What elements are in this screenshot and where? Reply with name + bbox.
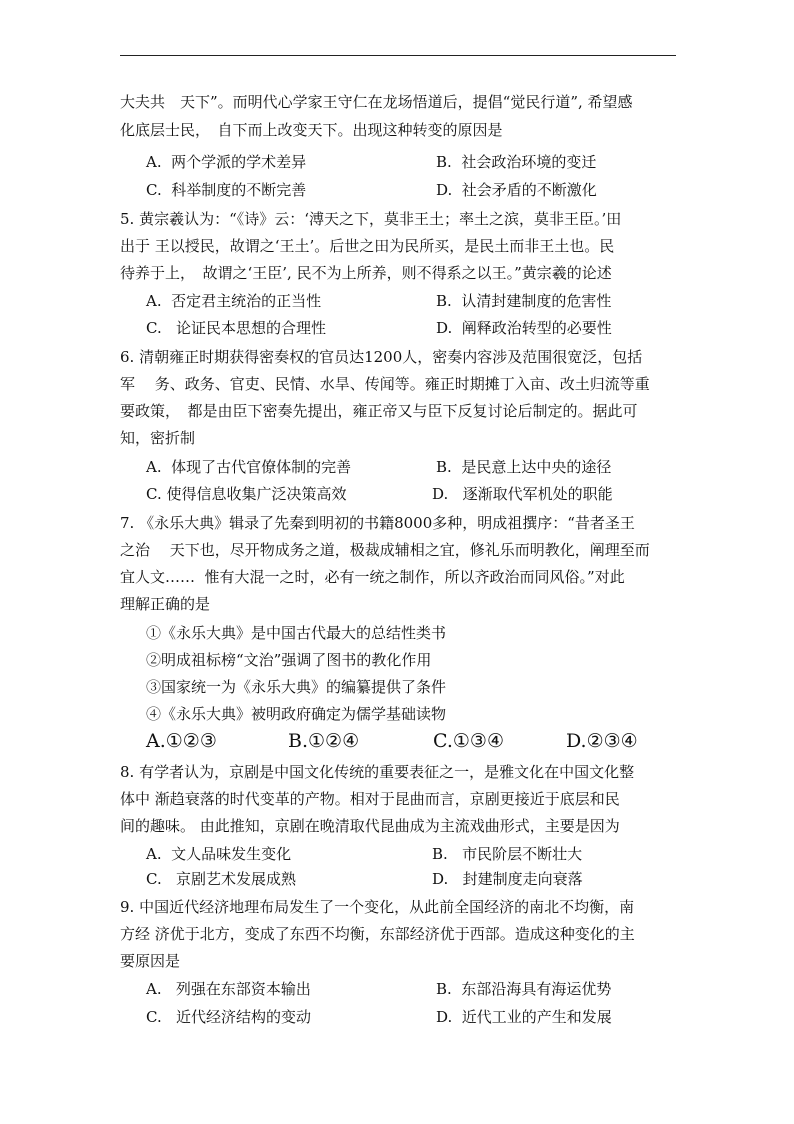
- option-b: B. 是民意上达中央的途径: [436, 458, 612, 476]
- statement-item: ①《永乐大典》是中国古代最大的总结性类书: [146, 624, 447, 642]
- option-b: B. 市民阶层不断壮大: [432, 845, 583, 863]
- option-c: C. 论证民本思想的合理性: [146, 319, 327, 337]
- option-c: C. 近代经济结构的变动: [146, 1008, 312, 1026]
- question-8-line: 8. 有学者认为，京剧是中国文化传统的重要表征之一，是雅文化在中国文化整: [120, 763, 635, 781]
- header-rule: [120, 55, 676, 56]
- option-b: B.①②④: [288, 730, 360, 752]
- question-7-line: 理解正确的是: [120, 595, 211, 613]
- option-a: A. 列强在东部资本输出: [146, 980, 311, 998]
- option-c: C. 使得信息收集广泛决策高效: [146, 485, 347, 503]
- option-d: D. 封建制度走向衰落: [432, 870, 583, 888]
- question-5-line: 待养于上， 故谓之‘王臣’, 民不为上所养，则不得系之以王。”黄宗羲的论述: [120, 264, 612, 282]
- question-9-line: 9. 中国近代经济地理布局发生了一个变化，从此前全国经济的南北不均衡，南: [120, 898, 635, 916]
- option-d: D.②③④: [566, 730, 638, 752]
- option-d: D. 社会矛盾的不断激化: [436, 181, 597, 199]
- option-c: C.①③④: [433, 730, 504, 752]
- question-7-line: 宜人文…… 惟有大混一之时，必有一统之制作，所以齐政治而同风俗。”对此: [120, 568, 625, 586]
- question-8-line: 体中 渐趋衰落的时代变革的产物。相对于昆曲而言，京剧更接近于底层和民: [120, 790, 620, 808]
- question-7-line: 之治 天下也，尽开物成务之道，极裁成辅相之宜，修礼乐而明教化，阐理至而: [120, 541, 650, 559]
- question-6-line: 知，密折制: [120, 429, 196, 447]
- option-c: C. 京剧艺术发展成熟: [146, 870, 297, 888]
- question-7-line: 7. 《永乐大典》辑录了先秦到明初的书籍8000多种，明成祖撰序：“昔者圣王: [120, 514, 635, 532]
- option-a: A. 文人品味发生变化: [146, 845, 292, 863]
- option-c: C. 科举制度的不断完善: [146, 181, 307, 199]
- option-a: A. 否定君主统治的正当性: [146, 292, 322, 310]
- option-b: B. 东部沿海具有海运优势: [436, 980, 612, 998]
- question-5-line: 出于 王以授民，故谓之‘王土’。后世之田为民所买，是民土而非王土也。民: [120, 237, 615, 255]
- question-9-line: 方经 济优于北方，变成了东西不均衡，东部经济优于西部。造成这种变化的主: [120, 925, 635, 943]
- statement-item: ④《永乐大典》被明政府确定为儒学基础读物: [146, 705, 447, 723]
- option-d: D. 近代工业的产生和发展: [436, 1008, 612, 1026]
- statement-item: ②明成祖标榜“文治”强调了图书的教化作用: [146, 651, 432, 669]
- question-6-line: 6. 清朝雍正时期获得密奏权的官员达1200人，密奏内容涉及范围很宽泛，包括: [120, 348, 643, 366]
- question-text-line: 化底层士民， 自下而上改变天下。出现这种转变的原因是: [120, 121, 503, 139]
- statement-item: ③国家统一为《永乐大典》的编纂提供了条件: [146, 678, 447, 696]
- question-5-line: 5. 黄宗羲认为：“《诗》云：‘溥天之下，莫非王土；率土之滨，莫非王臣。’田: [120, 210, 622, 228]
- question-6-line: 军 务、政务、官吏、民情、水旱、传闻等。雍正时期摊丁入亩、改土归流等重: [120, 375, 650, 393]
- question-8-line: 间的趣味。 由此推知，京剧在晚清取代昆曲成为主流戏曲形式，主要是因为: [120, 817, 620, 835]
- option-d: D. 阐释政治转型的必要性: [436, 319, 612, 337]
- question-6-line: 要政策， 都是由臣下密奏先提出，雍正帝又与臣下反复讨论后制定的。据此可: [120, 402, 638, 420]
- option-a: A. 体现了古代官僚体制的完善: [146, 458, 352, 476]
- question-text-line: 大夫共 天下”。而明代心学家王守仁在龙场悟道后，提倡“觉民行道”, 希望感: [120, 93, 633, 111]
- option-b: B. 认清封建制度的危害性: [436, 292, 612, 310]
- option-a: A.①②③: [146, 730, 217, 752]
- question-9-line: 要原因是: [120, 952, 181, 970]
- option-b: B. 社会政治环境的变迁: [436, 153, 597, 171]
- option-d: D. 逐渐取代军机处的职能: [432, 485, 613, 503]
- option-a: A. 两个学派的学术差异: [146, 153, 307, 171]
